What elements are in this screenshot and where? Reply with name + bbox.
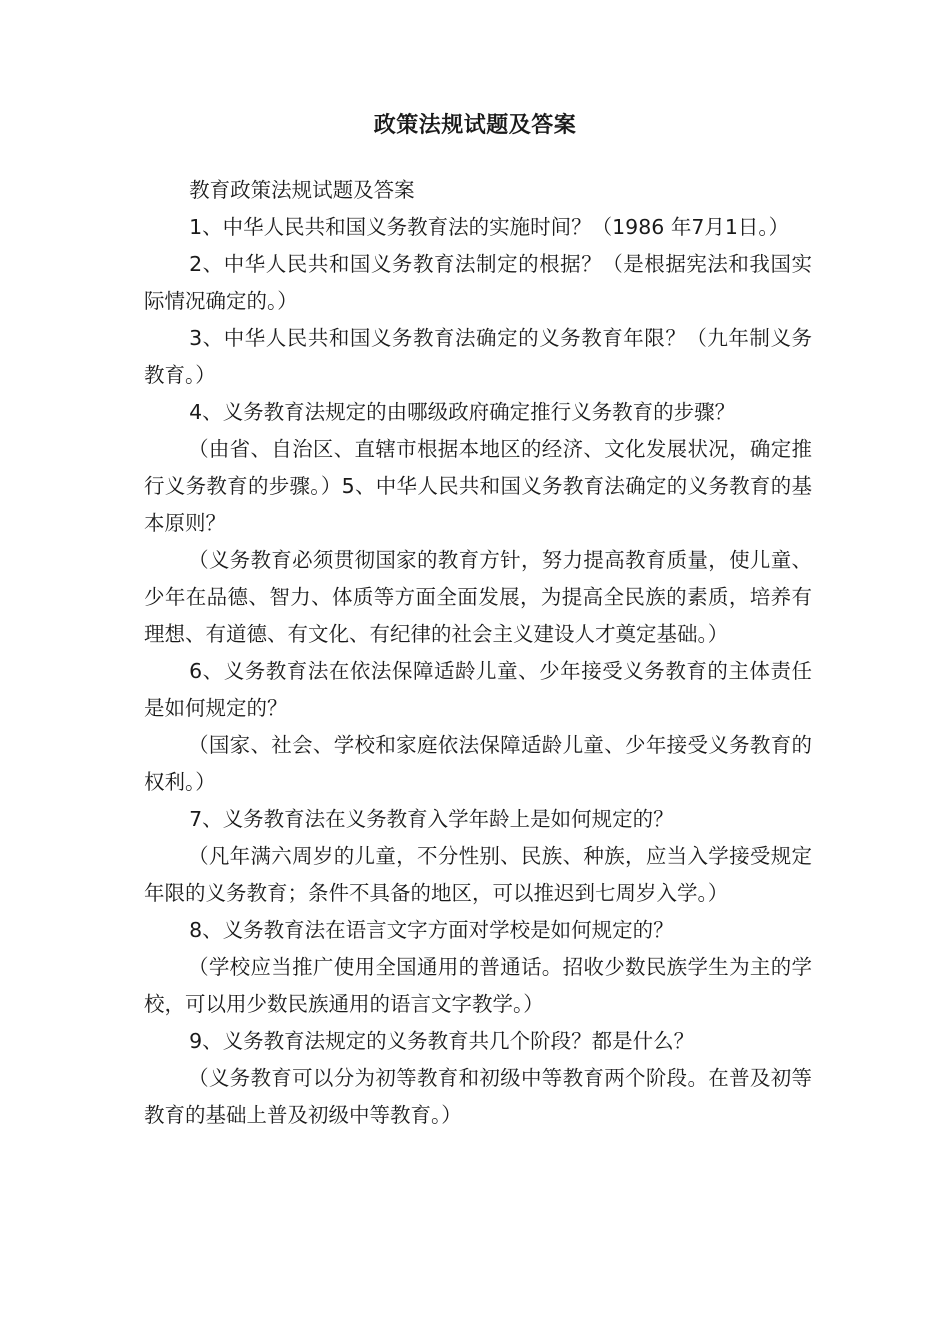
paragraph-answer-8: （学校应当推广使用全国通用的普通话。招收少数民族学生为主的学校，可以用少数民族通用的语言文字教学。） (144, 955, 812, 1016)
paragraph-answer-9: （义务教育可以分为初等教育和初级中等教育两个阶段。在普及初等教育的基础上普及初级中等教育。） (144, 1066, 812, 1127)
paragraph-question-8: 8、义务教育法在语言文字方面对学校是如何规定的？ (189, 918, 674, 942)
page-title: 政策法规试题及答案 (373, 113, 577, 138)
paragraph-question-6: 6、义务教育法在依法保障适龄儿童、少年接受义务教育的主体责任是如何规定的？ (144, 659, 812, 720)
document-body (144, 172, 812, 1134)
paragraph-question-4: 4、义务教育法规定的由哪级政府确定推行义务教育的步骤？ (189, 400, 736, 424)
paragraph-answer-6: （国家、社会、学校和家庭依法保障适龄儿童、少年接受义务教育的权利。） (144, 733, 812, 794)
paragraph-answer-4: （由省、自治区、直辖市根据本地区的经济、文化发展状况，确定推行义务教育的步骤。）5、中华人民共和国义务教育法确定的义务教育的基本原则？ (144, 437, 812, 535)
paragraph-subtitle: 教育政策法规试题及答案 (189, 178, 415, 202)
paragraph-answer-7: （凡年满六周岁的儿童，不分性别、民族、种族，应当入学接受规定年限的义务教育；条件不具备的地区，可以推迟到七周岁入学。） (144, 844, 812, 905)
paragraph-question-7: 7、义务教育法在义务教育入学年龄上是如何规定的？ (189, 807, 674, 831)
paragraph-question-2: 2、中华人民共和国义务教育法制定的根据？（是根据宪法和我国实际情况确定的。） (144, 252, 812, 313)
paragraph-question-1: 1、中华人民共和国义务教育法的实施时间？（1986 年7月1日。） (189, 215, 790, 239)
paragraph-answer-5: （义务教育必须贯彻国家的教育方针，努力提高教育质量，使儿童、少年在品德、智力、体质等方面全面发展，为提高全民族的素质，培养有理想、有道德、有文化、有纪律的社会主义建设人才奠定基础。） (144, 548, 812, 646)
paragraph-question-9: 9、义务教育法规定的义务教育共几个阶段？都是什么？ (189, 1029, 695, 1053)
paragraph-question-3: 3、中华人民共和国义务教育法确定的义务教育年限？（九年制义务教育。） (144, 326, 812, 387)
